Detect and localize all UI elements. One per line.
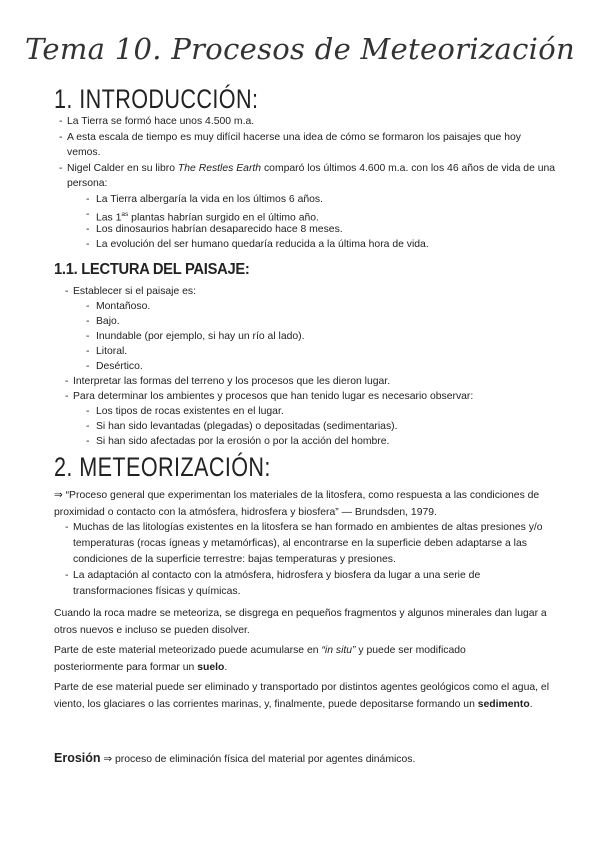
list-item: - Las $1^{as}$ plantas habrían surgido en el último año. (96, 207, 319, 225)
list-item: - Si han sido levantadas (plegadas) o depositadas (sedimentarias). (96, 419, 398, 434)
paragraph: Parte de ese material puede ser eliminado y transportado por distintos agentes geológicos como el agua, el viento, los glaciares o las corrientes marinas, y, finalmente, puede depositarse formando un sedimento. (54, 682, 550, 710)
definition-quote: ⇒ “Proceso general que experimentan los materiales de la litosfera, como respuesta a las condiciones de proximidad o contacto con la atmósfera, hidrosfera y biosfera” — Brundsden, 1979. (54, 490, 540, 518)
list-item: - Para determinar los ambientes y procesos que han tenido lugar es necesario observar: (73, 389, 473, 404)
paragraph: Cuando la roca madre se meteoriza, se disgrega en pequeños fragmentos y algunos minerales dan lugar a otros nuevos e incluso se pueden disolver. (54, 608, 547, 636)
list-item: - Establecer si el paisaje es: (73, 284, 196, 299)
list-item: - La evolución del ser humano quedaría reducida a la última hora de vida. (96, 237, 429, 252)
list-item: - A esta escala de tiempo es muy difícil hacerse una idea de cómo se formaron los paisajes que hoy vemos. (67, 130, 547, 160)
list-item: - Nigel Calder en su libro The Restles Earth comparó los últimos 4.600 m.a. con los 46 años de vida de una persona: (67, 161, 557, 191)
erosion-definition: Erosión ⇒ proceso de eliminación física del material por agentes dinámicos. (54, 751, 416, 765)
paragraph: Parte de este material meteorizado puede acumularse en “in situ” y puede ser modificado posteriormente para formar un suelo. (54, 645, 466, 673)
list-item: - Montañoso. (96, 299, 150, 314)
list-item: - Desértico. (96, 359, 143, 374)
list-item: - La adaptación al contacto con la atmósfera, hidrosfera y biosfera da lugar a una serie de transformaciones físicas y químicas. (73, 568, 551, 600)
list-item: - Inundable (por ejemplo, si hay un río al lado). (96, 329, 305, 344)
list-item: - Litoral. (96, 344, 127, 359)
list-item: - Muchas de las litologías existentes en la litosfera se han formado en ambientes de altas presiones y/o temperaturas (rocas ígneas y metamórficas), al encontrarse en la superficie deben adaptarse a las condiciones de la superficie terrestre: bajas temperaturas y presiones. (73, 520, 551, 568)
page-title: Tema 10. Procesos de Meteorización (25, 32, 575, 66)
section-2-heading: 2. METEORIZACIÓN: (54, 452, 271, 482)
list-item: - Bajo. (96, 314, 120, 329)
list-item: - Interpretar las formas del terreno y los procesos que les dieron lugar. (73, 374, 390, 389)
list-item: - La Tierra albergaría la vida en los últimos 6 años. (96, 192, 323, 207)
erosion-term: Erosión (54, 751, 101, 765)
list-item: - Los tipos de rocas existentes en el lugar. (96, 404, 284, 419)
section-1-heading: 1. INTRODUCCIÓN: (54, 84, 259, 114)
section-1-1-heading: 1.1. LECTURA DEL PAISAJE: (54, 261, 250, 278)
list-item: - Los dinosaurios habrían desaparecido hace 8 meses. (96, 222, 343, 237)
list-item: - La Tierra se formó hace unos 4.500 m.a. (67, 114, 254, 129)
list-item: - Si han sido afectadas por la erosión o por la acción del hombre. (96, 434, 389, 449)
